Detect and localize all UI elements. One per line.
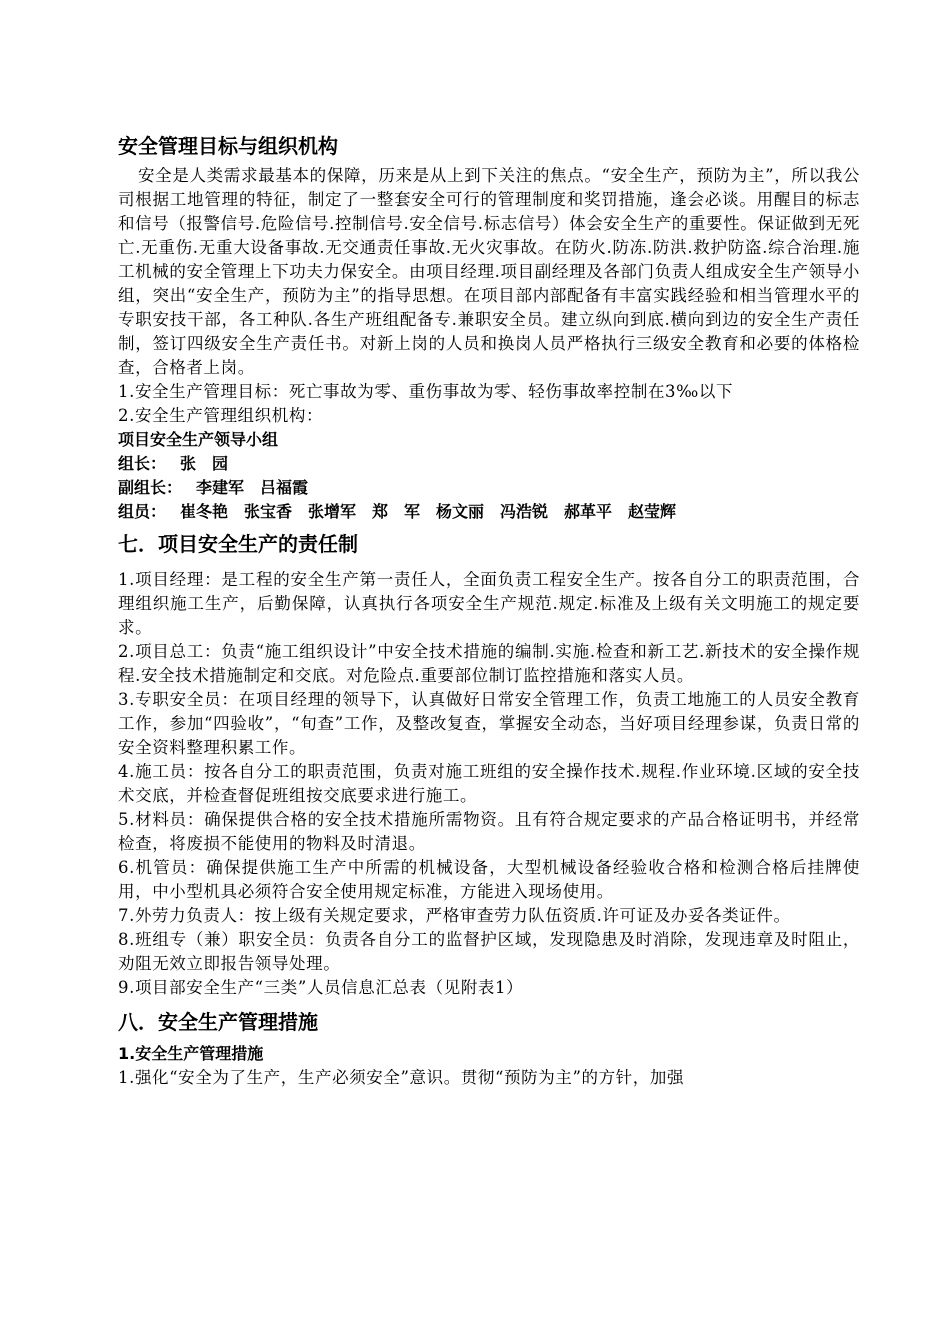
members-label: 组员： xyxy=(118,502,167,521)
responsibility-item: 6.机管员：确保提供施工生产中所需的机械设备，大型机械设备经验收合格和检测合格后挂牌使用，中小型机具必须符合安全使用规定标准，方能进入现场使用。 xyxy=(118,858,860,901)
responsibility-item: 9.项目部安全生产“三类”人员信息汇总表（见附表1） xyxy=(118,978,524,997)
responsibility-item: 7.外劳力负责人：按上级有关规定要求，严格审查劳力队伍资质.许可证及办妥各类证件。 xyxy=(118,906,791,925)
deputy-line xyxy=(118,476,860,500)
goal-line: 1.安全生产管理目标：死亡事故为零、重伤事故为零、轻伤事故率控制在3‰以下 xyxy=(118,382,734,401)
responsibility-item: 3.专职安全员：在项目经理的领导下，认真做好日常安全管理工作，负责工地施工的人员安全教育工作，参加“四验收”，“旬查”工作，及整改复查，掌握安全动态，当好项目经理参谋，负责日常的安全资料整理积累工作。 xyxy=(118,690,860,757)
responsibility-item: 5.材料员：确保提供合格的安全技术措施所需物资。且有符合规定要求的产品合格证明书，并经常检查，将废损不能使用的物料及时清退。 xyxy=(118,810,860,853)
deputy-label: 副组长： xyxy=(118,478,183,497)
responsibility-item: 2.项目总工：负责“施工组织设计”中安全技术措施的编制.实施.检查和新工艺.新技术的安全操作规程.安全技术措施制定和交底。对危险点.重要部位制订监控措施和落实人员。 xyxy=(118,642,860,685)
section-8-subtitle: 1.安全生产管理措施 xyxy=(118,1044,264,1063)
document-content xyxy=(118,132,860,1090)
section-8-first-line: 1.强化“安全为了生产，生产必须安全”意识。贯彻“预防为主”的方针，加强 xyxy=(118,1068,685,1087)
responsibility-item: 4.施工员：按各自分工的职责范围，负责对施工班组的安全操作技术.规程.作业环境.区域的安全技术交底，并检查督促班组按交底要求进行施工。 xyxy=(118,762,860,805)
leader-line xyxy=(118,452,860,476)
leader-name: 张 园 xyxy=(180,454,229,473)
members-names: 崔冬艳 张宝香 张增军 郑 军 杨文丽 冯浩锐 郝革平 赵莹辉 xyxy=(180,502,677,521)
group-title: 项目安全生产领导小组 xyxy=(118,430,279,449)
intro-paragraph: 安全是人类需求最基本的保障，历来是从上到下关注的焦点。“安全生产，预防为主”，所以我公司根据工地管理的特征，制定了一整套安全可行的管理制度和奖罚措施，逢会必谈。用醒目的标志和信号（报警信号.危险信号.控制信号.安全信号.标志信号）体会安全生产的重要性。保证做到无死亡.无重伤.无重大设备事故.无交通责任事故.无火灾事故。在防火.防冻.防洪.救护防盗.综合治理.施工机械的安全管理上下功夫力保安全。由项目经理.项目副经理及各部门负责人组成安全生产领导小组，突出“安全生产，预防为主”的指导思想。在项目部内部配备有丰富实践经验和相当管理水平的专职安技干部，各工种队.各生产班组配备专.兼职安全员。建立纵向到底.横向到边的安全生产责任制，签订四级安全生产责任书。对新上岗的人员和换岗人员严格执行三级安全教育和必要的体格检查，合格者上岗。 xyxy=(118,166,860,377)
responsibility-item: 8.班组专（兼）职安全员：负责各自分工的监督护区域，发现隐患及时消除，发现违章及时阻止，劝阻无效立即报告领导处理。 xyxy=(118,930,860,973)
section-title-7: 七．项目安全生产的责任制 xyxy=(118,532,358,556)
section-title-org: 安全管理目标与组织机构 xyxy=(118,134,338,158)
responsibility-item: 1.项目经理：是工程的安全生产第一责任人，全面负责工程安全生产。按各自分工的职责范围，合理组织施工生产，后勤保障，认真执行各项安全生产规范.规定.标准及上级有关文明施工的规定要求。 xyxy=(118,570,860,637)
leader-label: 组长： xyxy=(118,454,167,473)
members-line xyxy=(118,500,860,524)
section-title-8: 八．安全生产管理措施 xyxy=(118,1010,318,1034)
org-label: 2.安全生产管理组织机构： xyxy=(118,406,324,425)
deputy-names: 李建军 吕福霞 xyxy=(196,478,309,497)
